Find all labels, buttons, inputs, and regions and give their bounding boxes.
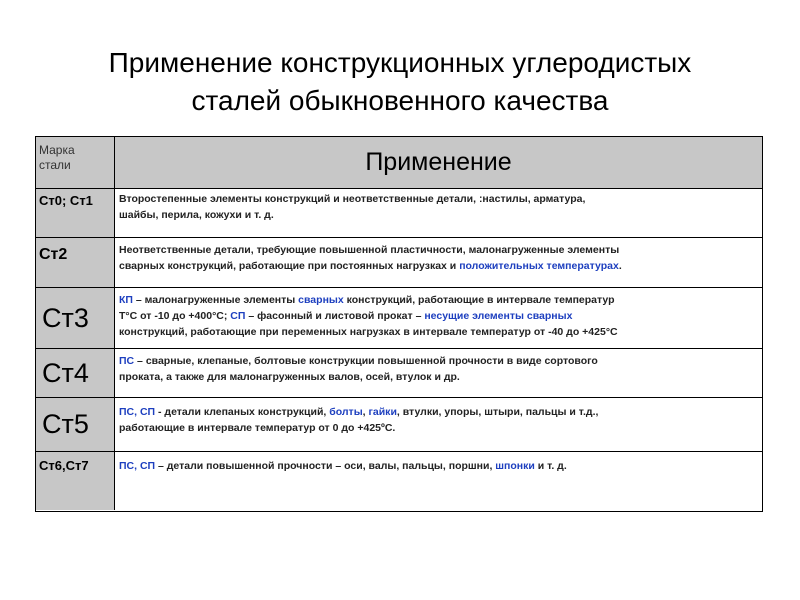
- highlight-text: ПС, СП: [119, 460, 156, 472]
- grade-cell: Ст3: [36, 288, 115, 348]
- highlight-text: положительных температурах: [459, 260, 619, 272]
- grade-cell: Ст6,Ст7: [36, 452, 115, 510]
- usage-line: шайбы, перила, кожухи и т. д.: [119, 209, 274, 221]
- title-line-2: сталей обыкновенного качества: [191, 85, 609, 116]
- text-segment: Т°С от -10 до +400°С;: [119, 310, 231, 322]
- header-usage-cell: Применение: [365, 148, 512, 176]
- grade-cell: Ст4: [36, 349, 115, 397]
- page-title: [0, 44, 800, 120]
- grade-cell: Ст2: [36, 238, 115, 287]
- text-segment: , втулки, упоры, штыри, пальцы и т.д.,: [396, 406, 599, 418]
- highlight-text: ПС, СП: [119, 406, 156, 418]
- header-grade-cell: [36, 137, 115, 188]
- header-grade-line-2: стали: [39, 158, 71, 172]
- table-row: [36, 238, 762, 288]
- usage-cell: [115, 288, 762, 348]
- highlight-text: гайки: [368, 406, 397, 418]
- highlight-text: несущие элементы сварных: [424, 310, 573, 322]
- highlight-text: КП: [119, 294, 133, 306]
- usage-line: Неответственные детали, требующие повышенной пластичности, малонагруженные элементы: [119, 244, 620, 256]
- usage-cell: [115, 452, 762, 510]
- text-segment: – сварные, клепаные, болтовые конструкции повышенной прочности в виде сортового: [134, 355, 598, 367]
- table-row: [36, 189, 762, 238]
- steel-usage-table: [35, 136, 763, 512]
- usage-line: [119, 458, 758, 474]
- text-segment: и т. д.: [534, 460, 567, 472]
- table-row: [36, 288, 762, 349]
- text-segment: ,: [362, 406, 369, 418]
- highlight-text: ПС: [119, 355, 135, 367]
- text-segment: .: [618, 260, 622, 272]
- highlight-text: сварных: [298, 294, 344, 306]
- usage-cell: [115, 398, 762, 451]
- highlight-text: СП: [230, 310, 246, 322]
- grade-cell: Ст0; Ст1: [36, 189, 115, 237]
- table-row: [36, 398, 762, 452]
- usage-line: [119, 258, 758, 274]
- table-row: [36, 452, 762, 510]
- grade-cell: Ст5: [36, 398, 115, 451]
- text-segment: сварных конструкций, работающие при постоянных нагрузках и: [119, 260, 460, 272]
- text-segment: – малонагруженные элементы: [132, 294, 299, 306]
- usage-line: работающие в интервале температур от 0 до +425ºС.: [119, 422, 396, 434]
- usage-cell: [115, 238, 762, 287]
- highlight-text: шпонки: [495, 460, 535, 472]
- header-grade-line-1: Марка: [39, 143, 75, 157]
- usage-cell: [115, 189, 762, 237]
- usage-line: Второстепенные элементы конструкций и неответственные детали, :настилы, арматура,: [119, 193, 586, 205]
- usage-line: [119, 353, 758, 369]
- usage-line: проката, а также для малонагруженных валов, осей, втулок и др.: [119, 371, 460, 383]
- text-segment: конструкций, работающие в интервале температур: [343, 294, 615, 306]
- table-header-row: [36, 137, 762, 189]
- usage-line: [119, 404, 758, 420]
- text-segment: – фасонный и листовой прокат –: [245, 310, 425, 322]
- highlight-text: болты: [329, 406, 363, 418]
- text-segment: – детали повышенной прочности – оси, валы, пальцы, поршни,: [155, 460, 496, 472]
- usage-line: конструкций, работающие при переменных нагрузках в интервале температур от -40 до +425°С: [119, 326, 618, 338]
- title-line-1: Применение конструкционных углеродистых: [108, 47, 692, 78]
- usage-line: [119, 308, 758, 324]
- usage-line: [119, 292, 758, 308]
- table-row: [36, 349, 762, 398]
- text-segment: - детали клепаных конструкций,: [155, 406, 330, 418]
- usage-cell: [115, 349, 762, 397]
